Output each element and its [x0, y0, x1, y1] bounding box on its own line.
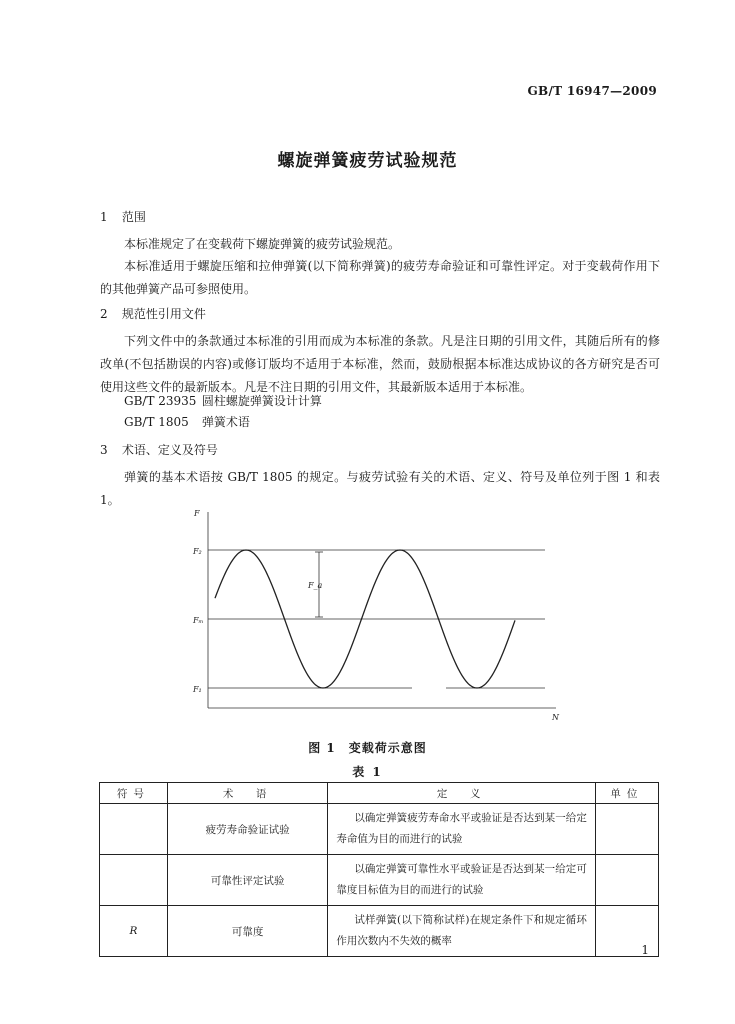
reference-code: GB/T 1805 [124, 415, 189, 429]
cell-symbol: R [100, 906, 168, 957]
cell-definition: 试样弹簧(以下简称试样)在规定条件下和规定循环作用次数内不失效的概率 [328, 906, 596, 957]
cell-symbol [100, 855, 168, 906]
x-axis-label: N [552, 713, 559, 722]
cell-definition: 以确定弹簧疲劳寿命水平或验证是否达到某一给定寿命值为目的而进行的试验 [328, 804, 596, 855]
amplitude-label: F_a [308, 581, 323, 590]
section-title: 规范性引用文件 [121, 307, 206, 321]
cell-term: 可靠性评定试验 [167, 855, 328, 906]
terms-intro-paragraph: 弹簧的基本术语按 GB/T 1805 的规定。与疲劳试验有关的术语、定义、符号及单位列于图 1 和表 1。 [100, 470, 660, 507]
table-row [100, 855, 659, 906]
cell-unit [595, 906, 658, 957]
reference-item [124, 392, 322, 409]
scope-paragraph-2: 本标准适用于螺旋压缩和拉伸弹簧(以下简称弹簧)的疲劳寿命验证和可靠性评定。对于变载荷作用下的其他弹簧产品可参照使用。 [100, 259, 660, 296]
f1-label: F₁ [193, 685, 202, 694]
page-number: 1 [641, 943, 649, 957]
table-caption: 表 1 [352, 765, 383, 779]
section-3-heading [100, 441, 218, 458]
document-title: 螺旋弹簧疲劳试验规范 [277, 151, 458, 171]
header-term: 术 语 [167, 783, 328, 804]
y-axis-label: F [194, 509, 200, 518]
cell-term: 疲劳寿命验证试验 [167, 804, 328, 855]
section-number: 3 [100, 443, 108, 457]
terms-table [99, 782, 659, 957]
f2-label: F₂ [193, 547, 202, 556]
cell-symbol [100, 804, 168, 855]
load-diagram [188, 504, 568, 730]
cell-term: 可靠度 [167, 906, 328, 957]
scope-paragraph-1: 本标准规定了在变载荷下螺旋弹簧的疲劳试验规范。 [124, 237, 401, 251]
table-row [100, 906, 659, 957]
section-number: 1 [100, 210, 108, 224]
section-1-heading [100, 208, 146, 225]
reference-name: 弹簧术语 [201, 415, 250, 429]
reference-name: 圆柱螺旋弹簧设计计算 [201, 394, 322, 408]
cell-unit [595, 855, 658, 906]
figure-caption: 图 1 变载荷示意图 [308, 741, 427, 755]
section-title: 范围 [121, 210, 146, 224]
standard-code: GB/T 16947—2009 [527, 84, 657, 98]
fm-label: Fₘ [193, 616, 204, 625]
reference-item [124, 413, 250, 430]
table-header-row [100, 783, 659, 804]
header-unit: 单位 [595, 783, 658, 804]
header-symbol: 符号 [100, 783, 168, 804]
section-title: 术语、定义及符号 [121, 443, 218, 457]
section-number: 2 [100, 307, 108, 321]
cell-definition: 以确定弹簧可靠性水平或验证是否达到某一给定可靠度目标值为目的而进行的试验 [328, 855, 596, 906]
reference-code: GB/T 23935 [124, 394, 197, 408]
section-2-heading [100, 305, 206, 322]
table-row [100, 804, 659, 855]
references-intro-paragraph: 下列文件中的条款通过本标准的引用而成为本标准的条款。凡是注日期的引用文件，其随后所有的修改单(不包括勘误的内容)或修订版均不适用于本标准，然而，鼓励根据本标准达成协议的各方研究是否可使用这些文件的最新版本。凡是不注日期的引用文件，其最新版本适用于本标准。 [100, 334, 660, 394]
cell-unit [595, 804, 658, 855]
header-definition: 定 义 [328, 783, 596, 804]
